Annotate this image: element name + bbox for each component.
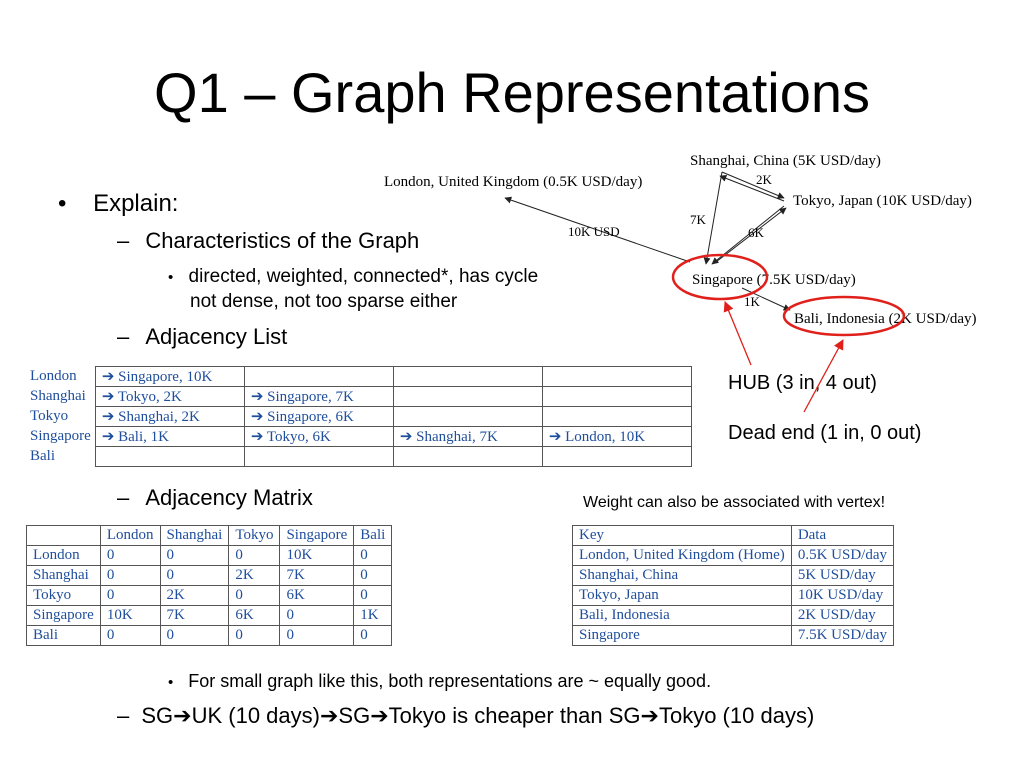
adjacency-matrix-header-cell: Bali — [354, 526, 392, 546]
dash: – — [117, 228, 130, 253]
adjacency-list-cell: ➔ Bali, 1K — [95, 427, 244, 447]
adjacency-matrix-cell: 0 — [229, 586, 280, 606]
bullet-dot: • — [58, 190, 67, 217]
slide-title: Q1 – Graph Representations — [154, 61, 870, 124]
adjacency-matrix-cell: 0 — [160, 626, 229, 646]
edge-label-sg-london: 10K USD — [568, 224, 620, 239]
vertex-table-header-cell: Data — [791, 526, 893, 546]
node-tokyo: Tokyo, Japan (10K USD/day) — [793, 193, 972, 209]
bullet-explain-label: Explain: — [93, 190, 179, 217]
node-bali: Bali, Indonesia (2K USD/day) — [794, 311, 977, 327]
adjacency-list-cell: ➔ London, 10K — [542, 427, 691, 447]
adjacency-matrix-cell: 7K — [160, 606, 229, 626]
adjacency-matrix-cell: 0 — [354, 586, 392, 606]
adjacency-matrix-cell: Tokyo — [27, 586, 101, 606]
adjacency-matrix-cell: 7K — [280, 566, 354, 586]
vertex-table-cell: 10K USD/day — [791, 586, 893, 606]
adjacency-matrix-cell: 2K — [229, 566, 280, 586]
adjacency-matrix-cell: 0 — [100, 566, 160, 586]
adjacency-list-cell: Shanghai — [30, 388, 86, 404]
bullet-dot: • — [168, 269, 174, 286]
edge-label-tokyo-sg: 6K — [748, 225, 764, 240]
edge-label-shanghai-tokyo: 2K — [756, 172, 772, 187]
dash: – — [117, 703, 130, 728]
dead-end-note: Dead end (1 in, 0 out) — [728, 422, 922, 444]
adjacency-matrix-cell: 0 — [229, 546, 280, 566]
sub-characteristics-label: Characteristics of the Graph — [145, 228, 420, 253]
adjacency-matrix-cell: 0 — [280, 606, 354, 626]
char-line2: not dense, not too sparse either — [190, 291, 458, 312]
edge-label-sg-bali: 1K — [744, 294, 760, 309]
adjacency-matrix-cell: 0 — [100, 626, 160, 646]
adjacency-matrix-cell: 1K — [354, 606, 392, 626]
adjacency-matrix-cell: London — [27, 546, 101, 566]
edge-shanghai-tokyo — [722, 172, 784, 198]
hub-note: HUB (3 in, 4 out) — [728, 372, 877, 394]
adjacency-matrix-header-cell: Tokyo — [229, 526, 280, 546]
adjacency-list-cell: ➔ Shanghai, 7K — [393, 427, 542, 447]
node-london: London, United Kingdom (0.5K USD/day) — [384, 174, 643, 190]
adjacency-list-cell: ➔ Tokyo, 2K — [95, 387, 244, 407]
edge-label-shanghai-sg: 7K — [690, 212, 706, 227]
vertex-table-cell: Tokyo, Japan — [573, 586, 792, 606]
dash: – — [117, 485, 130, 510]
vertex-table-header-cell: Key — [573, 526, 792, 546]
adjacency-matrix-header-cell: Singapore — [280, 526, 354, 546]
vertex-table-cell: London, United Kingdom (Home) — [573, 546, 792, 566]
char-line1: directed, weighted, connected*, has cycle — [188, 266, 539, 287]
adjacency-matrix-cell: 6K — [280, 586, 354, 606]
adjacency-list-cell: ➔ Singapore, 7K — [244, 387, 393, 407]
adjacency-matrix-cell: 2K — [160, 586, 229, 606]
dead-end-pointer-arrow — [804, 340, 843, 412]
vertex-table-cell: 7.5K USD/day — [791, 626, 893, 646]
adjacency-list-cell: ➔ Singapore, 6K — [244, 407, 393, 427]
bullet-dot: • — [168, 674, 174, 691]
vertex-table-cell: Bali, Indonesia — [573, 606, 792, 626]
adjacency-matrix-cell: Bali — [27, 626, 101, 646]
vertex-table-cell: 5K USD/day — [791, 566, 893, 586]
adjacency-matrix-cell: Singapore — [27, 606, 101, 626]
edge-shanghai-singapore — [706, 172, 722, 264]
edge-tokyo-shanghai — [720, 176, 784, 201]
dash: – — [117, 324, 130, 349]
adjacency-matrix-cell: 0 — [354, 626, 392, 646]
vertex-weight-note: Weight can also be associated with vertex! — [583, 494, 886, 511]
adjacency-list-cell: Tokyo — [30, 408, 69, 424]
adjacency-list-cell: ➔ Singapore, 10K — [95, 367, 244, 387]
vertex-table-cell: Singapore — [573, 626, 792, 646]
adjacency-matrix-cell: 10K — [100, 606, 160, 626]
adjacency-list-cell: ➔ Shanghai, 2K — [95, 407, 244, 427]
adjacency-list-cell: Bali — [30, 448, 55, 464]
adjacency-matrix-cell: 0 — [280, 626, 354, 646]
adjacency-matrix-header-cell: London — [100, 526, 160, 546]
adjacency-matrix-cell: 0 — [100, 546, 160, 566]
adjacency-matrix-cell: 10K — [280, 546, 354, 566]
adjacency-matrix-cell: 0 — [160, 566, 229, 586]
vertex-table-cell: Shanghai, China — [573, 566, 792, 586]
adjacency-matrix-cell: 0 — [229, 626, 280, 646]
adjacency-list-cell: ➔ Tokyo, 6K — [244, 427, 393, 447]
adjacency-matrix-header-cell: Shanghai — [160, 526, 229, 546]
hub-pointer-arrow — [725, 302, 751, 365]
adjacency-list-cell: Singapore — [30, 428, 91, 444]
adjacency-matrix-cell: 0 — [100, 586, 160, 606]
adjacency-matrix-cell: Shanghai — [27, 566, 101, 586]
sg-line-text: SG➔UK (10 days)➔SG➔Tokyo is cheaper than SG➔Tokyo (10 days) — [141, 703, 815, 728]
adjacency-list-cell: London — [30, 368, 77, 384]
node-shanghai: Shanghai, China (5K USD/day) — [690, 153, 881, 169]
vertex-table-cell: 0.5K USD/day — [791, 546, 893, 566]
adjacency-matrix-cell: 0 — [354, 566, 392, 586]
adjacency-matrix-cell: 6K — [229, 606, 280, 626]
adjacency-matrix-cell: 0 — [354, 546, 392, 566]
small-graph-note-text: For small graph like this, both representations are ~ equally good. — [188, 671, 712, 691]
vertex-table-cell: 2K USD/day — [791, 606, 893, 626]
node-singapore: Singapore (7.5K USD/day) — [692, 272, 856, 288]
sub-adj-list-label: Adjacency List — [145, 324, 288, 349]
sub-adj-matrix-label: Adjacency Matrix — [145, 485, 313, 510]
adjacency-matrix-cell: 0 — [160, 546, 229, 566]
